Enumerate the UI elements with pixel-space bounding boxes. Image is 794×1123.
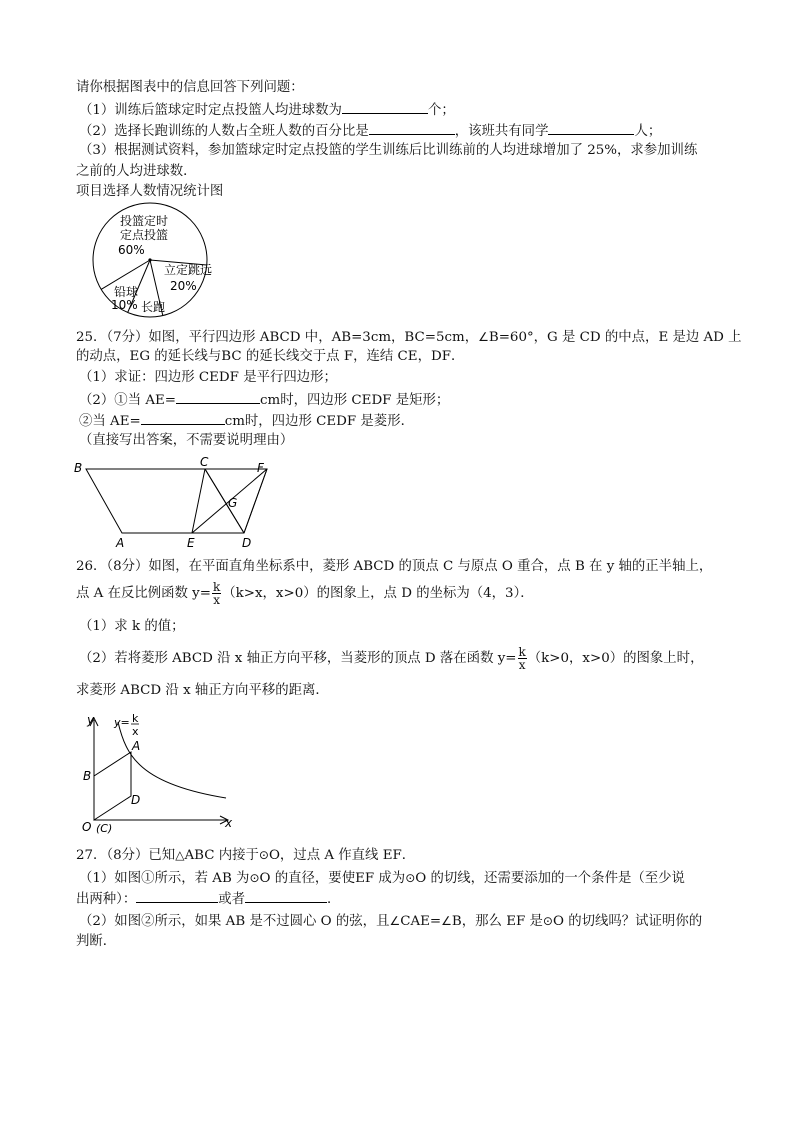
q25-line2: 的动点，EG 的延长线与BC 的延长线交于点 F，连结 CE，DF． (76, 349, 465, 364)
angle-symbol: ∠ (389, 914, 401, 928)
label-a: A (116, 536, 125, 550)
triangle-symbol: △ (175, 848, 185, 862)
label-d: D (131, 793, 141, 807)
coordinate-figure (78, 712, 238, 837)
pie-label-shot-pct: 10% (111, 298, 138, 312)
answer-blank[interactable] (141, 410, 225, 425)
rhombus-abcd (94, 752, 131, 820)
pie-label-basketball-pct: 60% (118, 243, 145, 257)
q25-part2: （2）①当 AE= cm时，四边形 CEDF 是矩形； (79, 389, 449, 411)
q24-part2: （2）选择长跑训练的人数占全班人数的百分比是 ，该班共有同学 人； (79, 120, 661, 142)
pie-label-jump-pct: 20% (170, 279, 197, 293)
pie-center (148, 258, 151, 261)
q26-line2: 点 A 在反比例函数 y= $\frac{k}{x}$ （k>x，x>0）的图象上，点 D 的坐标为（4，3）． (76, 580, 534, 607)
q27-part1-cont: 出两种）： 或者 ． (76, 888, 340, 910)
circle-symbol: ⊙ (542, 914, 553, 928)
label-function-x: x (132, 725, 139, 738)
q26-part1: （1）求 k 的值； (79, 619, 185, 634)
answer-blank[interactable] (245, 888, 327, 903)
pie-label-jump: 立定跳远 (164, 263, 213, 277)
answer-blank[interactable] (342, 99, 428, 114)
label-function-k: k (132, 712, 139, 725)
pie-label-run: 长跑 (141, 300, 166, 314)
label-d: D (242, 536, 252, 550)
q25-part1: （1）求证：四边形 CEDF 是平行四边形； (79, 370, 337, 385)
q25-head: 25．（7分）如图，平行四边形 ABCD 中，AB=3cm，BC=5cm，∠B=60°，G 是 CD 的中点，E 是边 AD 上 (76, 330, 742, 345)
segment-cd (205, 469, 244, 533)
answer-blank[interactable] (369, 120, 455, 135)
label-x: x (225, 816, 233, 830)
label-b: B (74, 461, 83, 475)
label-function: y= (114, 716, 130, 729)
q26-part2-cont: 求菱形 ABCD 沿 x 轴正方向平移的距离． (76, 683, 329, 698)
q26-part2: （2）若将菱形 ABCD 沿 x 轴正方向平移，当菱形的顶点 D 落在函数 y= $\frac{k}{x}$ （k>0，x>0）的图象上时， (79, 645, 704, 672)
label-c: (C) (96, 822, 113, 835)
pie-chart (90, 203, 220, 318)
q25-part3: ②当 AE= cm时，四边形 CEDF 是菱形． (79, 410, 414, 432)
q25-note: （直接写出答案，不需要说明理由） (79, 433, 294, 448)
circle-symbol: ⊙ (258, 848, 269, 862)
parallelogram-abdf (86, 469, 267, 533)
angle-symbol: ∠ (478, 330, 489, 344)
answer-blank[interactable] (548, 120, 634, 135)
q24-part3-cont: 之前的人均进球数． (76, 164, 197, 179)
q27-part2-cont: 判断． (76, 934, 117, 949)
circle-symbol: ⊙ (249, 871, 260, 885)
angle-symbol: ∠ (441, 914, 452, 928)
q24-part3: （3）根据测试资料，参加篮球定时定点投篮的学生训练后比训练前的人均进球增加了 25%，求参加训练 (79, 143, 698, 158)
label-o: O (82, 820, 92, 834)
label-b: B (83, 769, 92, 783)
answer-blank[interactable] (176, 389, 260, 404)
label-g: G (228, 496, 238, 510)
pie-label-basketball-2: 定点投篮 (120, 228, 169, 242)
label-f: F (257, 461, 264, 475)
q24-intro: 请你根据图表中的信息回答下列问题： (76, 80, 304, 95)
q27-part1: （1）如图①所示，若 AB 为⊙O 的直径，要使EF 成为⊙O 的切线，还需要添加的一个条件是（至少说 (79, 871, 685, 886)
q26-head: 26．（8分）如图，在平面直角坐标系中，菱形 ABCD 的顶点 C 与原点 O 重合，点 B 在 y 轴的正半轴上， (76, 559, 713, 574)
label-a: A (132, 739, 141, 753)
parallelogram-figure (70, 455, 280, 550)
label-y: y (87, 713, 95, 727)
label-c: C (200, 455, 209, 469)
pie-label-shot: 铅球 (114, 285, 139, 299)
q24-part1: （1）训练后篮球定时定点投篮人均进球数为 个； (79, 99, 455, 121)
q27-head: 27．（8分）已知△ABC 内接于⊙O，过点 A 作直线 EF． (76, 848, 416, 863)
fraction-k-over-x: $\frac{k}{x}$ (518, 645, 526, 672)
fraction-k-over-x: $\frac{k}{x}$ (212, 580, 221, 607)
chart-caption: 项目选择人数情况统计图 (76, 184, 224, 199)
q27-part2: （2）如图②所示，如果 AB 是不过圆心 O 的弦，且∠CAE=∠B，那么 EF 是⊙O 的切线吗？试证明你的 (79, 914, 703, 929)
circle-symbol: ⊙ (405, 871, 416, 885)
pie-label-basketball-1: 投篮定时 (120, 214, 169, 228)
label-e: E (187, 536, 195, 550)
answer-blank[interactable] (136, 888, 218, 903)
